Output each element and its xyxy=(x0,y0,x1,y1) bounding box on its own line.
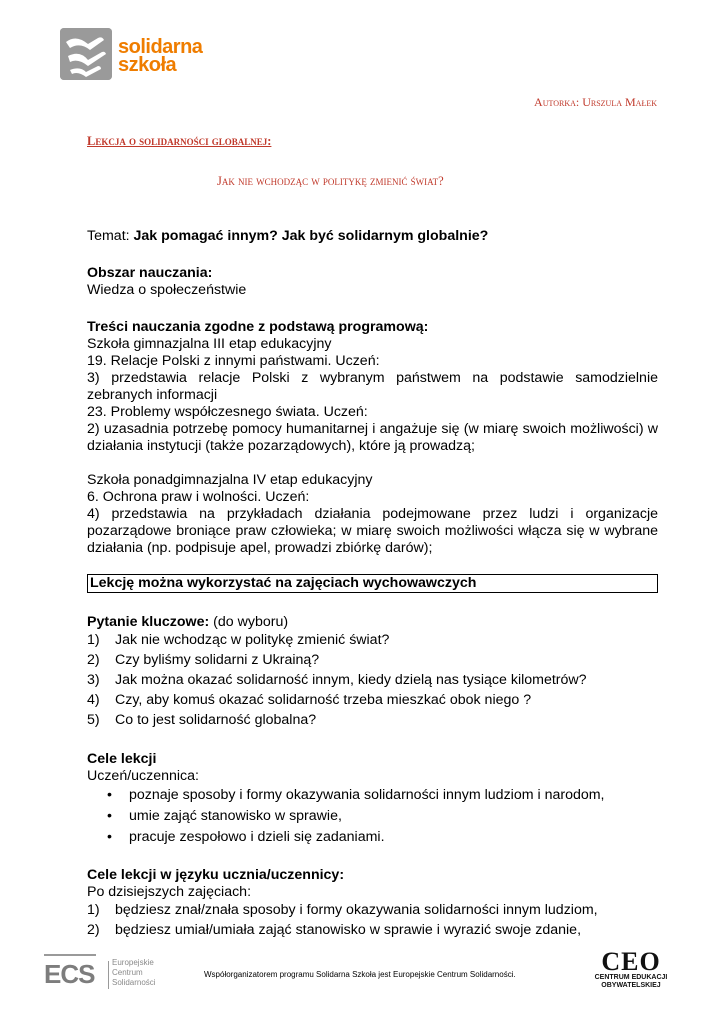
list-text: Czy byliśmy solidarni z Ukrainą? xyxy=(115,652,320,668)
list-text: pracuje zespołowo i dzieli się zadaniami. xyxy=(129,829,385,845)
curriculum-line: 23. Problemy współczesnego świata. Uczeń: xyxy=(87,404,368,420)
list-text: Czy, aby komuś okazać solidarność trzeba mieszkać obok niego ? xyxy=(115,692,532,708)
curriculum-heading: Treści nauczania zgodne z podstawą programową: xyxy=(87,319,429,335)
list-number: 2) xyxy=(87,922,100,938)
curriculum-line: 2) uzasadnia potrzebę pomocy humanitarnej i angażuje się (w miarę swoich możliwości) w działania instytucji (także pozarządowych), które ją prowadzą; xyxy=(87,421,658,454)
list-item xyxy=(87,902,658,919)
ecs-text-line: Centrum xyxy=(112,968,143,977)
lesson-subtitle: Jak nie wchodząc w politykę zmienić świat? xyxy=(217,174,444,188)
goals-student-list xyxy=(87,902,658,939)
author-line: Autorka: Urszula Małek xyxy=(534,95,657,109)
ecs-text-line: Europejskie xyxy=(112,958,154,967)
curriculum-line: 6. Ochrona praw i wolności. Uczeń: xyxy=(87,489,310,505)
hands-icon xyxy=(60,28,112,80)
list-number: 1) xyxy=(87,632,100,648)
topic-value: Jak pomagać innym? Jak być solidarnym globalnie? xyxy=(133,228,489,244)
list-item xyxy=(87,829,658,846)
ecs-logo-line xyxy=(44,954,96,956)
list-item xyxy=(87,692,658,709)
list-text: będziesz znał/znała sposoby i formy okazywania solidarności innym ludziom, xyxy=(115,902,598,918)
logo-line-1: solidarna xyxy=(118,36,203,58)
ecs-logo-mark: ECS xyxy=(44,959,95,989)
key-question-note: (do wyboru) xyxy=(209,614,289,630)
document-body xyxy=(87,228,658,942)
bullet-icon: • xyxy=(107,787,112,803)
curriculum-line: 4) przedstawia na przykładach działania podejmowane przez ludzi i organizacje pozarządowe broniące praw człowieka; w miarę swoich możliwości włącza się w wybrane działania (np. podpisuje apel, prowadzi zbiórkę darów); xyxy=(87,506,658,556)
list-text: będziesz umiał/umiała zająć stanowisko w sprawie i wyrazić swoje zdanie, xyxy=(115,922,582,938)
list-text: umie zająć stanowisko w sprawie, xyxy=(129,808,342,824)
list-text: Jak nie wchodząc w politykę zmienić świat? xyxy=(115,632,390,648)
ecs-logo xyxy=(44,957,164,991)
topic-label: Temat: xyxy=(87,228,134,244)
list-number: 5) xyxy=(87,712,100,728)
list-item xyxy=(87,922,658,939)
goals-intro: Uczeń/uczennica: xyxy=(87,768,199,784)
area-value: Wiedza o społeczeństwie xyxy=(87,282,247,298)
goals-student-intro: Po dzisiejszych zajęciach: xyxy=(87,884,252,900)
boxed-note: Lekcję można wykorzystać na zajęciach wychowawczych xyxy=(90,575,477,591)
list-text: Jak można okazać solidarność innym, kiedy dzielą nas tysiące kilometrów? xyxy=(115,672,587,688)
goals-heading: Cele lekcji xyxy=(87,751,157,767)
curriculum-line: Szkoła gimnazjalna III etap edukacyjny xyxy=(87,336,332,352)
ecs-divider xyxy=(108,961,109,989)
ecs-text-line: Solidarności xyxy=(112,978,156,987)
curriculum-line: Szkoła ponadgimnazjalna IV etap edukacyjny xyxy=(87,472,373,488)
list-text: poznaje sposoby i formy okazywania solidarności innym ludziom i narodom, xyxy=(129,787,605,803)
ceo-logo xyxy=(586,947,676,994)
curriculum-line: 19. Relacje Polski z innymi państwami. Uczeń: xyxy=(87,353,380,369)
bullet-icon: • xyxy=(107,808,112,824)
lesson-title: Lekcja o solidarności globalnej: xyxy=(87,134,272,148)
list-item xyxy=(87,808,658,825)
list-number: 3) xyxy=(87,672,100,688)
ceo-logo-text: OBYWATELSKIEJ xyxy=(601,982,661,989)
topic-line xyxy=(87,228,658,245)
list-number: 1) xyxy=(87,902,100,918)
list-number: 2) xyxy=(87,652,100,668)
list-text: Co to jest solidarność globalna? xyxy=(115,712,317,728)
list-item xyxy=(87,712,658,729)
list-item xyxy=(87,672,658,689)
area-heading: Obszar nauczania: xyxy=(87,265,213,281)
goals-list xyxy=(87,787,658,846)
ceo-logo-mark: CEO xyxy=(601,947,661,976)
list-item xyxy=(87,632,658,649)
curriculum-line: 3) przedstawia relacje Polski z wybranym państwem na podstawie samodzielnie zebranych informacji xyxy=(87,370,658,403)
solidarna-szkola-logo xyxy=(60,28,203,82)
footer-text: Współorganizatorem programu Solidarna Szkoła jest Europejskie Centrum Solidarności. xyxy=(204,970,516,979)
logo-line-2: szkoła xyxy=(118,54,177,76)
list-number: 4) xyxy=(87,692,100,708)
key-question-list xyxy=(87,632,658,729)
goals-student-heading: Cele lekcji w języku ucznia/uczennicy: xyxy=(87,867,345,883)
ceo-logo-text: CENTRUM EDUKACJI xyxy=(594,974,668,981)
ecs-logo-text xyxy=(112,958,156,988)
logo-text xyxy=(118,38,202,74)
list-item xyxy=(87,787,658,804)
key-question-heading: Pytanie kluczowe: xyxy=(87,614,210,630)
bullet-icon: • xyxy=(107,829,112,845)
list-item xyxy=(87,652,658,669)
